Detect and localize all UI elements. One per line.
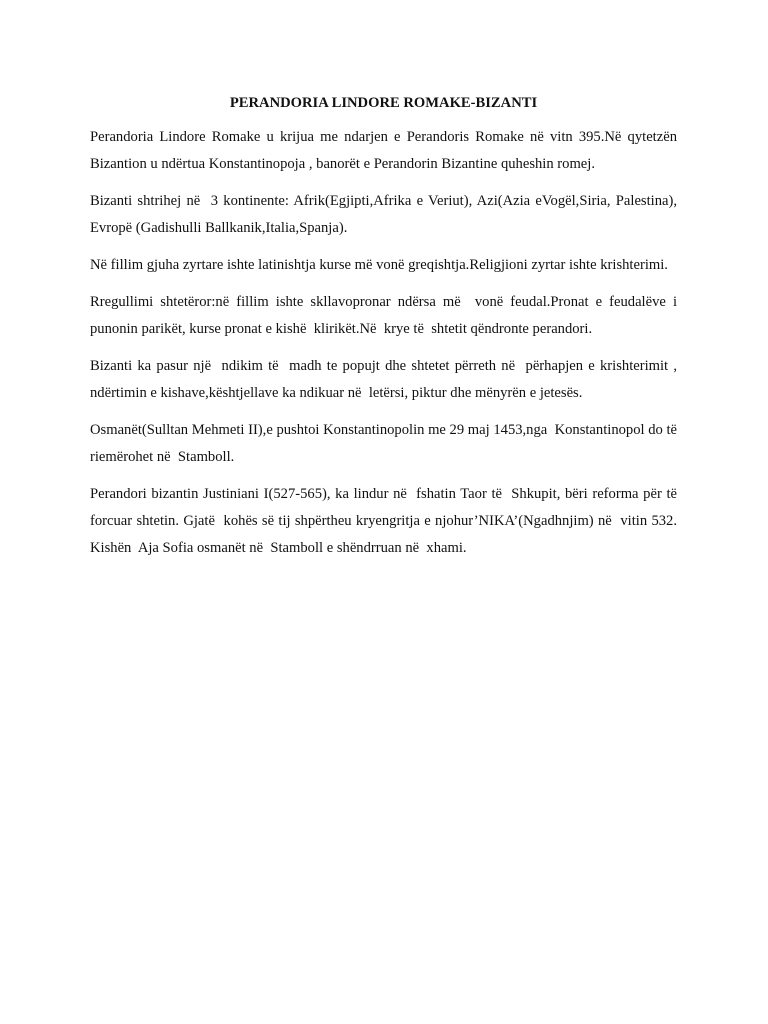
paragraph-ottoman-conquest: Osmanët(Sulltan Mehmeti II),e pushtoi Konstantinopolin me 29 maj 1453,nga Konstantinopol do të riemërohet në Stamboll.: [90, 422, 685, 465]
paragraph-state-order: Rregullimi shtetëror:në fillim ishte skllavopronar ndërsa më vonë feudal.Pronat e feudalëve i punonin parikët, kurse pronat e kishë klirikët.Në krye të shtetit qëndronte perandori.: [90, 294, 681, 337]
paragraph-continents: Bizanti shtrihej në 3 kontinente: Afrik(Egjipti,Afrika e Veriut), Azi(Azia eVogël,Siria, Palestina), Evropë (Gadishulli Ballkanik,Italia,Spanja).: [90, 193, 681, 236]
document-title: PERANDORIA LINDORE ROMAKE-BIZANTI: [229, 95, 538, 111]
paragraph-founding: Perandoria Lindore Romake u krijua me ndarjen e Perandoris Romake në vitn 395.Në qytetzën Bizantion u ndërtua Konstantinopoja , banorët e Perandorin Bizantine quheshin romej.: [90, 129, 681, 172]
paragraph-influence: Bizanti ka pasur një ndikim të madh te popujt dhe shtetet përreth në përhapjen e krishterimit , ndërtimin e kishave,kështjellave ka ndikuar në letërsi, piktur dhe mënyrën e jetesës.: [90, 358, 681, 401]
paragraph-justinian: Perandori bizantin Justiniani I(527-565), ka lindur në fshatin Taor të Shkupit, bëri reforma për të forcuar shtetin. Gjatë kohës së tij shpërtheu kryengritja e njohur’NIKA’(Ngadhnjim) në vitin 532. Kishën Aja Sofia osmanët në Stamboll e shëndrruan në xhami.: [90, 486, 685, 556]
document-page: [90, 92, 685, 572]
paragraph-language-religion: Në fillim gjuha zyrtare ishte latinishtja kurse më vonë greqishtja.Religjioni zyrtar ishte krishterimi.: [90, 257, 668, 273]
